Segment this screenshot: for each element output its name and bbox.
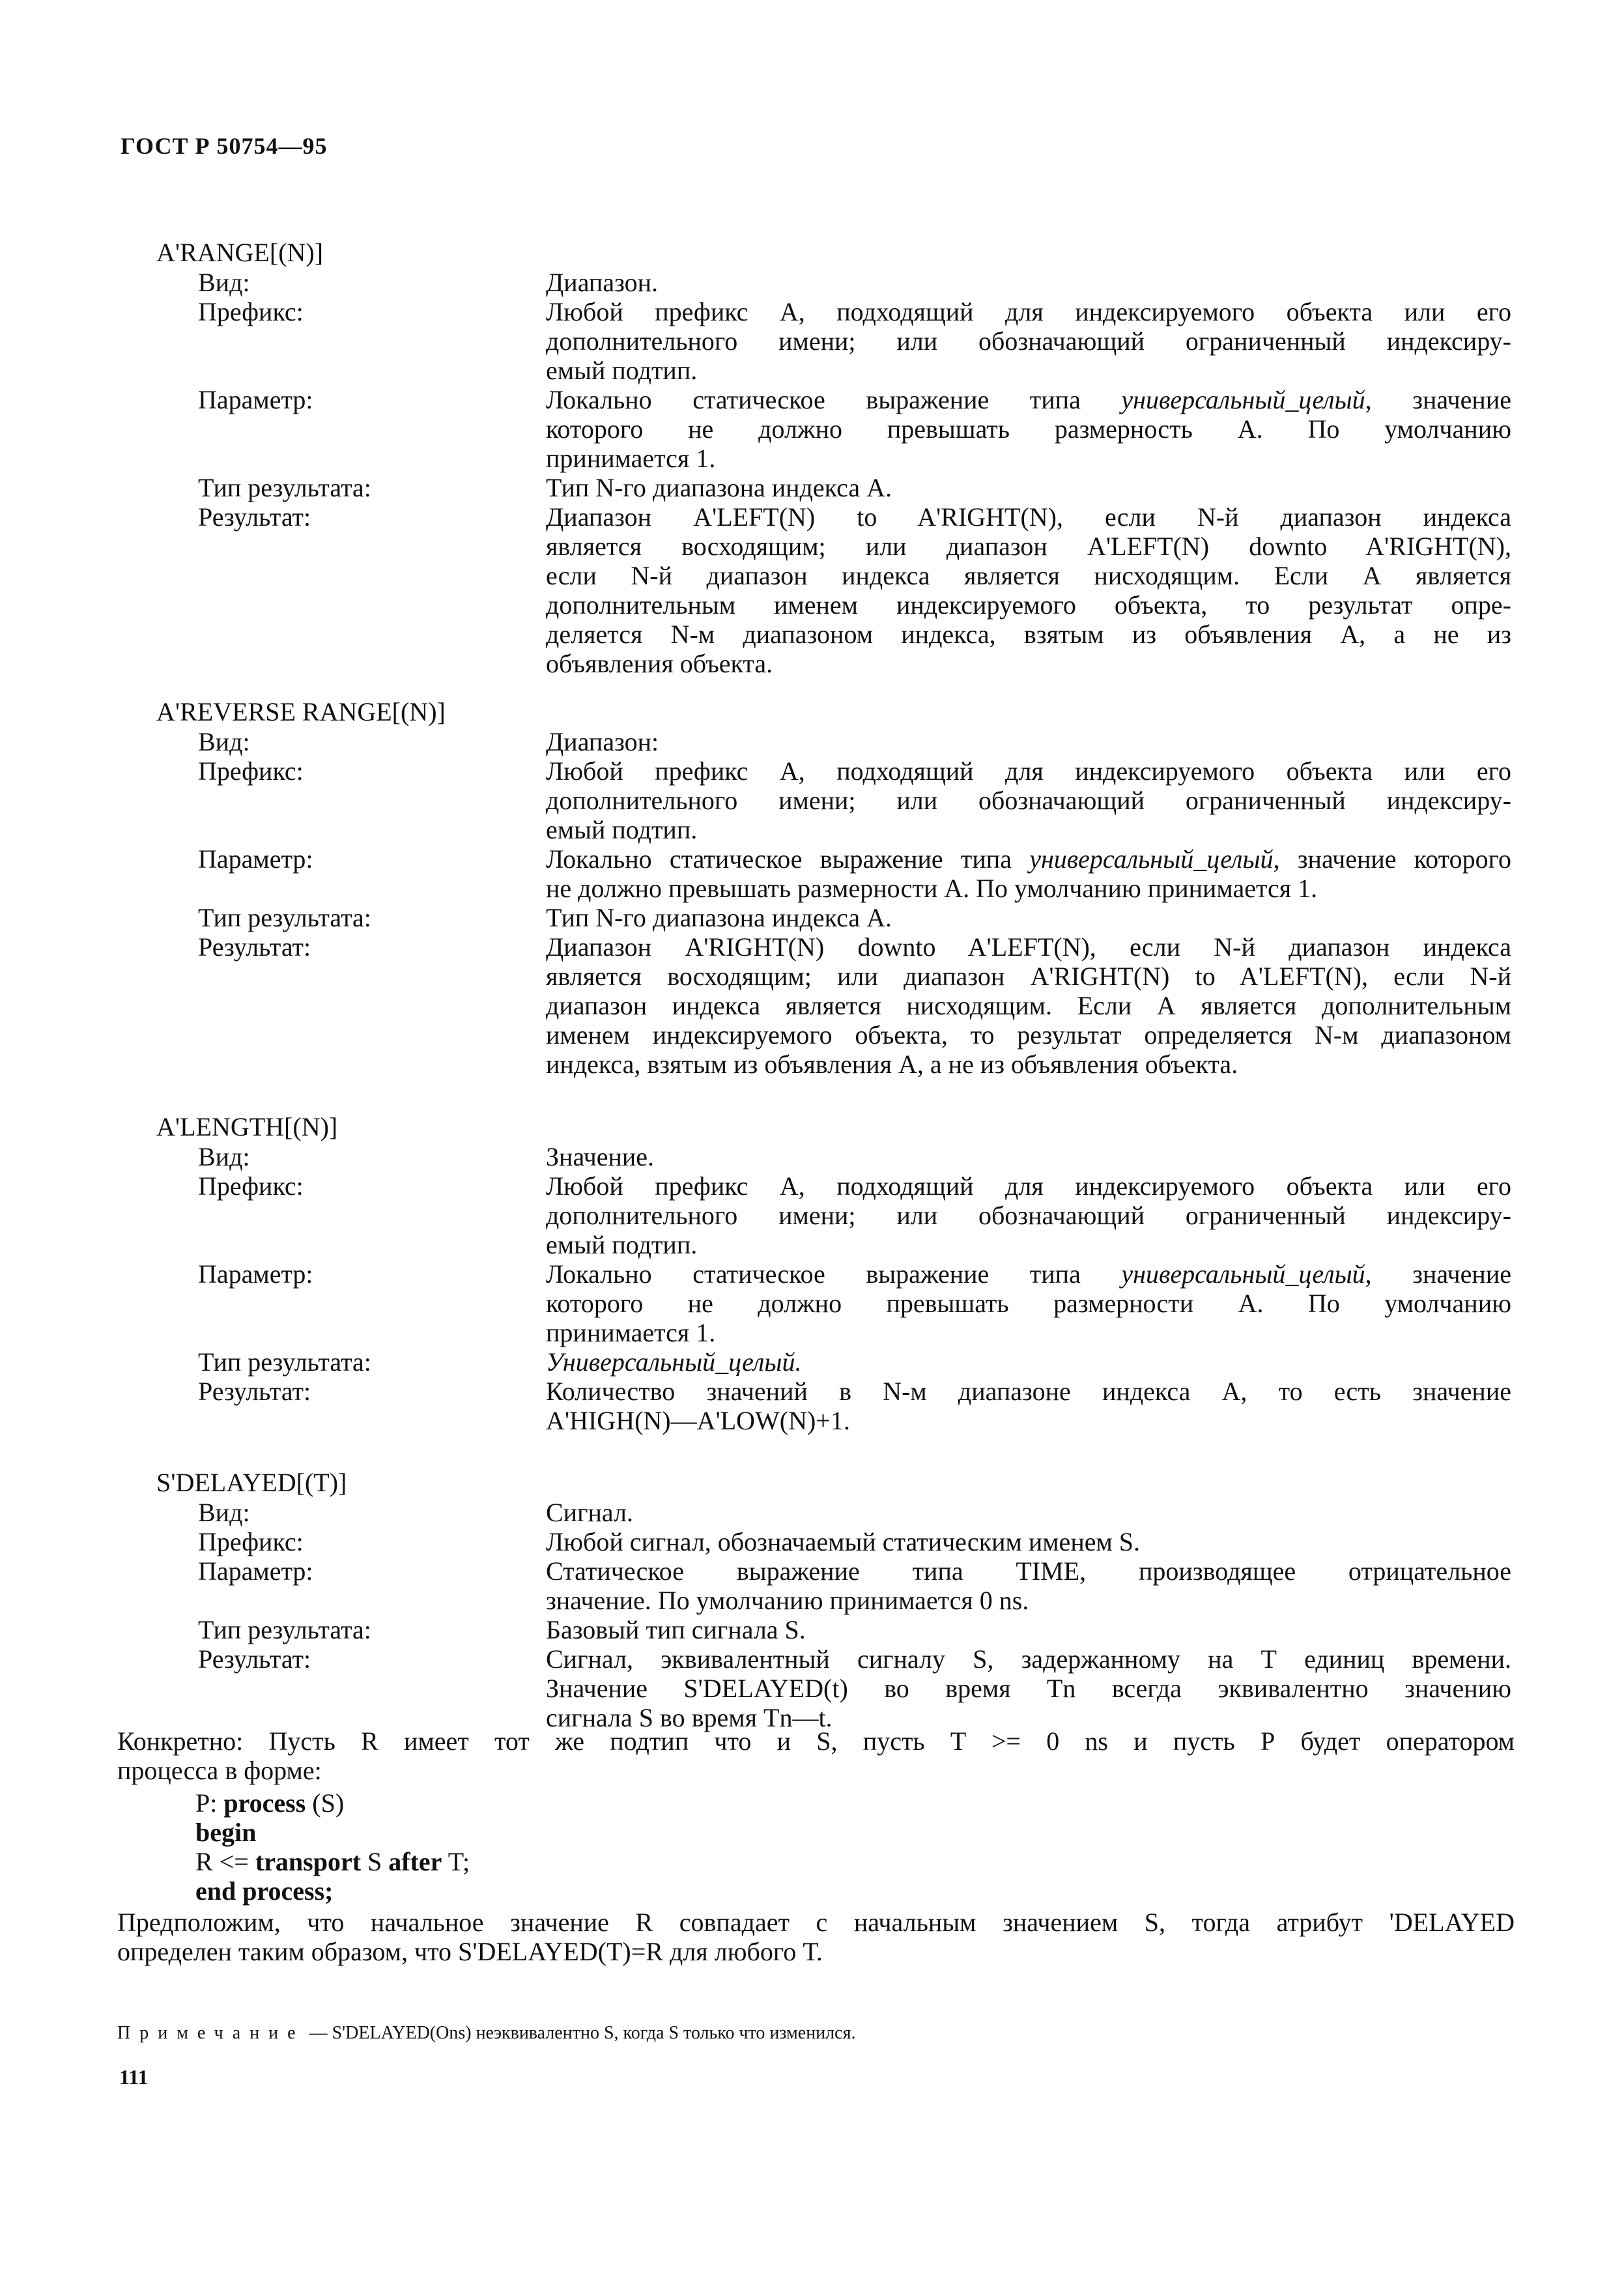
attribute-title: A'RANGE[(N)] bbox=[156, 238, 324, 267]
value-line: которого не должно превышать размерности А. По умолчанию bbox=[546, 1289, 1511, 1318]
value-line: если N-й диапазон индекса является нисходящим. Если А является bbox=[546, 561, 1511, 590]
row-label: Вид: bbox=[198, 1498, 250, 1527]
row-value bbox=[546, 844, 1511, 903]
row-value bbox=[546, 1498, 1511, 1527]
value-line: индекса, взятым из объявления А, а не из объявления объекта. bbox=[546, 1050, 1238, 1079]
code-line: R <= transport S after T; bbox=[195, 1847, 470, 1876]
row-label: Результат: bbox=[198, 1377, 311, 1406]
row-value bbox=[546, 903, 1511, 932]
attribute-range bbox=[156, 238, 1511, 678]
attribute-row bbox=[156, 1644, 1511, 1732]
attribute-row bbox=[156, 268, 1511, 297]
attribute-row bbox=[156, 1498, 1511, 1527]
type-name-italic: универсальный_целый bbox=[1029, 844, 1274, 874]
code-keyword: process bbox=[223, 1788, 306, 1818]
code-line bbox=[195, 1876, 470, 1906]
row-value bbox=[546, 1556, 1511, 1615]
attribute-length bbox=[156, 1112, 1511, 1435]
value-line: Тип N-го диапазона индекса А. bbox=[546, 473, 892, 502]
value-line: Сигнал. bbox=[546, 1498, 633, 1527]
row-label: Вид: bbox=[198, 1142, 250, 1171]
code-keyword: process; bbox=[242, 1876, 334, 1906]
row-label: Префикс: bbox=[198, 1171, 304, 1201]
row-label: Параметр: bbox=[198, 1556, 313, 1586]
row-label: Префикс: bbox=[198, 756, 304, 786]
type-name-italic: универсальный_целый bbox=[1121, 385, 1365, 414]
value-line: принимается 1. bbox=[546, 444, 716, 473]
value-line: деляется N-м диапазоном индекса, взятым из объявления А, а не из bbox=[546, 620, 1511, 649]
value-line: емый подтип. bbox=[546, 1230, 698, 1259]
value-line: Любой префикс А, подходящий для индексируемого объекта или его bbox=[546, 1171, 1511, 1201]
row-value bbox=[546, 268, 1511, 297]
attribute-title: A'REVERSE RANGE[(N)] bbox=[156, 697, 446, 726]
row-value bbox=[546, 1171, 1511, 1259]
value-line: дополнительного имени; или обозначающий ограниченный индексиру- bbox=[546, 326, 1511, 356]
value-line: Значение. bbox=[546, 1142, 655, 1171]
value-line: Количество значений в N-м диапазоне индекса А, то есть значение bbox=[546, 1377, 1511, 1406]
attribute-row bbox=[156, 502, 1511, 678]
value-line: емый подтип. bbox=[546, 356, 698, 385]
process-code-listing bbox=[195, 1788, 470, 1906]
value-line: объявления объекта. bbox=[546, 649, 773, 678]
value-line: значение. По умолчанию принимается 0 ns. bbox=[546, 1586, 1029, 1615]
note-text: — S'DELAYED(Ons) неэквивалентно S, когда S только что изменился. bbox=[304, 2023, 856, 2043]
attribute-row bbox=[156, 1527, 1511, 1556]
value-line: Диапазон A'RIGHT(N) downto A'LEFT(N), если N-й диапазон индекса bbox=[546, 932, 1511, 962]
row-value bbox=[546, 1259, 1511, 1347]
row-value bbox=[546, 932, 1511, 1079]
row-label: Результат: bbox=[198, 1644, 311, 1674]
value-line: Базовый тип сигнала S. bbox=[546, 1615, 806, 1644]
type-name-italic: Универсальный_целый. bbox=[546, 1347, 802, 1377]
row-label: Тип результата: bbox=[198, 1347, 371, 1377]
attribute-reverse-range bbox=[156, 697, 1511, 1079]
row-label: Тип результата: bbox=[198, 903, 371, 932]
code-line bbox=[195, 1818, 470, 1847]
value-line: Локально статическое выражение типа универсальный_целый, значение bbox=[546, 1259, 1511, 1289]
value-line: Тип N-го диапазона индекса А. bbox=[546, 903, 892, 932]
attribute-row bbox=[156, 1615, 1511, 1644]
value-line: Любой сигнал, обозначаемый статическим именем S. bbox=[546, 1527, 1141, 1556]
page-number: 111 bbox=[119, 2065, 149, 2089]
note-label: Примечание bbox=[117, 2023, 305, 2043]
value-line: именем индексируемого объекта, то результат определяется N-м диапазоном bbox=[546, 1020, 1511, 1050]
value-line: является восходящим; или диапазон A'LEFT(N) downto A'RIGHT(N), bbox=[546, 532, 1511, 561]
row-value bbox=[546, 1527, 1511, 1556]
attribute-title: S'DELAYED[(T)] bbox=[156, 1468, 347, 1497]
value-line: A'HIGH(N)—A'LOW(N)+1. bbox=[546, 1406, 850, 1435]
value-line: Любой префикс А, подходящий для индексируемого объекта или его bbox=[546, 756, 1511, 786]
code-keyword: transport bbox=[255, 1847, 362, 1876]
row-label: Вид: bbox=[198, 268, 250, 297]
value-line: Локально статическое выражение типа универсальный_целый, значение которого bbox=[546, 844, 1511, 874]
row-label: Тип результата: bbox=[198, 473, 371, 502]
attribute-row bbox=[156, 1347, 1511, 1377]
row-label: Параметр: bbox=[198, 1259, 313, 1289]
attribute-row bbox=[156, 727, 1511, 756]
value-line: Диапазон. bbox=[546, 268, 659, 297]
row-label: Префикс: bbox=[198, 1527, 304, 1556]
row-label: Результат: bbox=[198, 502, 311, 532]
value-line: Сигнал, эквивалентный сигналу S, задержанному на Т единиц времени. bbox=[546, 1644, 1511, 1674]
row-label: Параметр: bbox=[198, 844, 313, 874]
attribute-row bbox=[156, 473, 1511, 502]
value-line: дополнительным именем индексируемого объекта, то результат опре- bbox=[546, 590, 1511, 620]
row-value bbox=[546, 502, 1511, 678]
row-value bbox=[546, 297, 1511, 385]
code-keyword: begin bbox=[195, 1818, 257, 1847]
value-line: принимается 1. bbox=[546, 1318, 716, 1347]
code-line: P: process (S) bbox=[195, 1788, 345, 1818]
paragraph-line: Конкретно: Пусть R имеет тот же подтип что и S, пусть T >= 0 ns и пусть Р будет оператором bbox=[117, 1726, 1515, 1756]
attribute-row bbox=[156, 1171, 1511, 1259]
row-value bbox=[546, 1347, 1511, 1377]
row-value bbox=[546, 473, 1511, 502]
value-line: которого не должно превышать размерность А. По умолчанию bbox=[546, 414, 1511, 444]
row-value bbox=[546, 1142, 1511, 1171]
value-line bbox=[546, 1347, 1511, 1377]
attribute-delayed bbox=[156, 1468, 1511, 1732]
paragraph-line: определен таким образом, что S'DELAYED(T)=R для любого Т. bbox=[117, 1937, 823, 1966]
attribute-row bbox=[156, 297, 1511, 385]
attribute-title: A'LENGTH[(N)] bbox=[156, 1112, 338, 1141]
value-line: является восходящим; или диапазон A'RIGHT(N) to A'LEFT(N), если N-й bbox=[546, 962, 1511, 991]
paragraph-specifically bbox=[117, 1726, 1515, 1785]
value-line: Статическое выражение типа TIME, производящее отрицательное bbox=[546, 1556, 1511, 1586]
row-value bbox=[546, 1615, 1511, 1644]
attribute-row bbox=[156, 1556, 1511, 1615]
row-label: Результат: bbox=[198, 932, 311, 962]
value-line: Диапазон A'LEFT(N) to A'RIGHT(N), если N-й диапазон индекса bbox=[546, 502, 1511, 532]
value-line: сигнала S во время Tn—t. bbox=[546, 1703, 833, 1732]
value-line: Значение S'DELAYED(t) во время Tn всегда эквивалентно значению bbox=[546, 1674, 1511, 1703]
attribute-row bbox=[156, 756, 1511, 844]
value-line: дополнительного имени; или обозначающий ограниченный индексиру- bbox=[546, 786, 1511, 815]
value-line: Любой префикс А, подходящий для индексируемого объекта или его bbox=[546, 297, 1511, 326]
value-line: дополнительного имени; или обозначающий ограниченный индексиру- bbox=[546, 1201, 1511, 1230]
row-label: Параметр: bbox=[198, 385, 313, 414]
code-keyword: after bbox=[388, 1847, 442, 1876]
attribute-row bbox=[156, 1259, 1511, 1347]
attribute-row bbox=[156, 1142, 1511, 1171]
paragraph-assumption bbox=[117, 1908, 1515, 1966]
paragraph-line: процесса в форме: bbox=[117, 1756, 322, 1785]
value-line: емый подтип. bbox=[546, 815, 698, 844]
row-value bbox=[546, 385, 1511, 473]
row-value bbox=[546, 756, 1511, 844]
value-line: не должно превышать размерности А. По умолчанию принимается 1. bbox=[546, 874, 1318, 903]
attribute-row bbox=[156, 903, 1511, 932]
row-value bbox=[546, 1377, 1511, 1435]
row-label: Вид: bbox=[198, 727, 250, 756]
attribute-row bbox=[156, 932, 1511, 1079]
row-value bbox=[546, 727, 1511, 756]
note bbox=[117, 2022, 855, 2044]
code-keyword: end bbox=[195, 1876, 236, 1906]
type-name-italic: универсальный_целый bbox=[1121, 1259, 1365, 1289]
row-value bbox=[546, 1644, 1511, 1732]
attribute-row bbox=[156, 385, 1511, 473]
value-line: Локально статическое выражение типа универсальный_целый, значение bbox=[546, 385, 1511, 414]
row-label: Префикс: bbox=[198, 297, 304, 326]
value-line: диапазон индекса является нисходящим. Если А является дополнительным bbox=[546, 991, 1511, 1020]
attribute-row bbox=[156, 844, 1511, 903]
attribute-row bbox=[156, 1377, 1511, 1435]
paragraph-line: Предположим, что начальное значение R совпадает с начальным значением S, тогда атрибут 'DELAYED bbox=[117, 1908, 1515, 1937]
row-label: Тип результата: bbox=[198, 1615, 371, 1644]
document-header: ГОСТ Р 50754—95 bbox=[121, 133, 328, 159]
value-line: Диапазон: bbox=[546, 727, 659, 756]
